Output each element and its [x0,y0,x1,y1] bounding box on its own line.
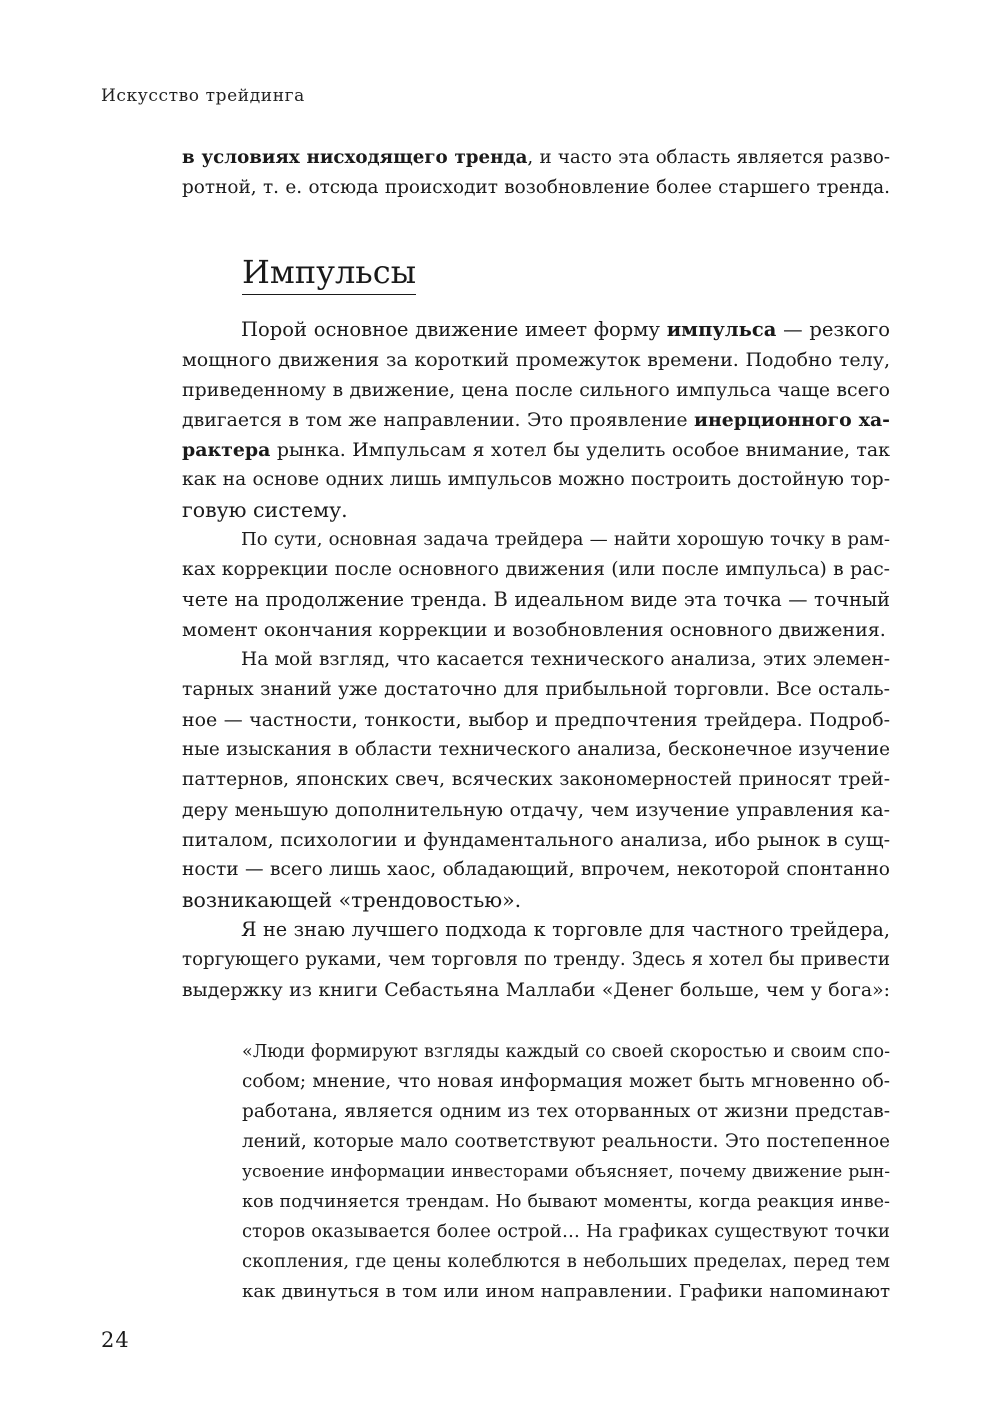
text-line: момент окончания коррекции и возобновления основного движения. [182,619,886,641]
quote-line: «Люди формируют взгляды каждый со своей скоростью и своим спо- [242,1042,890,1062]
quote-line: ков подчиняется трендам. Но бывают моменты, когда реакция инве- [242,1192,890,1212]
text-line: На мой взгляд, что касается технического анализа, этих элемен- [241,649,890,670]
paragraph-task [182,525,890,645]
text-line: тарных знаний уже достаточно для прибыльной торговли. Все осталь- [182,679,890,700]
quote-line: как двинуться в том или ином направлении. Графики напоминают [242,1281,890,1302]
section-heading: Импульсы [242,252,416,295]
text-line: говую систему. [182,498,348,522]
quote-line: усвоение информации инвесторами объясняет, почему движение рын- [242,1162,890,1182]
block-quote [242,1037,890,1307]
bold-phrase: импульса [666,318,777,341]
text-line: питалом, психологии и фундаментального анализа, ибо рынок в сущ- [182,829,890,851]
bold-phrase: инерционного ха- [693,409,890,431]
text-line [182,143,890,173]
main-text [182,315,890,1005]
text-line: ное — частности, тонкости, выбор и предпочтения трейдера. Подроб- [182,709,890,731]
quote-line: лений, которые мало соответствуют реальности. Это постепенное [242,1131,890,1152]
text-line: чете на продолжение тренда. В идеальном виде эта точка — точный [182,588,890,611]
text-line [182,315,890,345]
text-line: ные изыскания в области технического анализа, бесконечное изучение [182,739,890,760]
text-line: как на основе одних лишь импульсов можно построить достойную тор- [182,469,890,490]
text-line [182,435,890,465]
quote-line: собом; мнение, что новая информация может быть мгновенно об- [242,1071,890,1092]
text-run: рынка. Импульсам я хотел бы уделить особое внимание, так [270,439,890,461]
text-line: Я не знаю лучшего подхода к торговле для частного трейдера, [241,918,890,941]
text-run: двигается в том же направлении. Это проявление [182,410,694,431]
bold-phrase: рактера [182,439,271,461]
text-run: Порой основное движение имеет форму [241,318,667,341]
quote-line: работана, является одним из тех оторванных от жизни представ- [242,1101,890,1122]
page-number: 24 [101,1328,130,1352]
text-line: мощного движения за короткий промежуток времени. Подобно телу, [182,349,890,371]
quote-line: скопления, где цены колеблются в небольших пределах, перед тем [242,1251,890,1272]
text-line: ках коррекции после основного движения (или после импульса) в рас- [182,559,890,580]
text-run: — резкого [776,318,890,341]
text-line: деру меньшую дополнительную отдачу, чем изучение управления ка- [182,799,890,821]
running-head: Искусство трейдинга [101,86,305,106]
text-line: возникающей «трендовостью». [182,888,522,912]
text-line: ротной, т. е. отсюда происходит возобновление более старшего тренда. [182,177,890,198]
paragraph-analysis [182,645,890,915]
text-line: паттернов, японских свеч, всяческих закономерностей приносят трей- [182,769,890,790]
quote-line: сторов оказывается более острой… На графиках существуют точки [242,1221,890,1242]
text-line: приведенному в движение, цена после сильного импульса чаще всего [182,379,890,401]
bold-phrase: в условиях нисходящего тренда [182,147,528,168]
text-run: , и часто эта область является разво- [527,147,890,168]
text-line: По сути, основная задача трейдера — найти хорошую точку в рам- [241,529,890,550]
text-line [182,405,890,435]
text-line: торгующего руками, чем торговля по тренду. Здесь я хотел бы привести [182,949,890,970]
text-line: выдержку из книги Себастьяна Маллаби «Денег больше, чем у бога»: [182,979,890,1001]
paragraph-impulses [182,315,890,525]
paragraph-trend [182,915,890,1005]
intro-paragraph [182,143,890,203]
text-line: ности — всего лишь хаос, обладающий, впрочем, некоторой спонтанно [182,859,890,880]
